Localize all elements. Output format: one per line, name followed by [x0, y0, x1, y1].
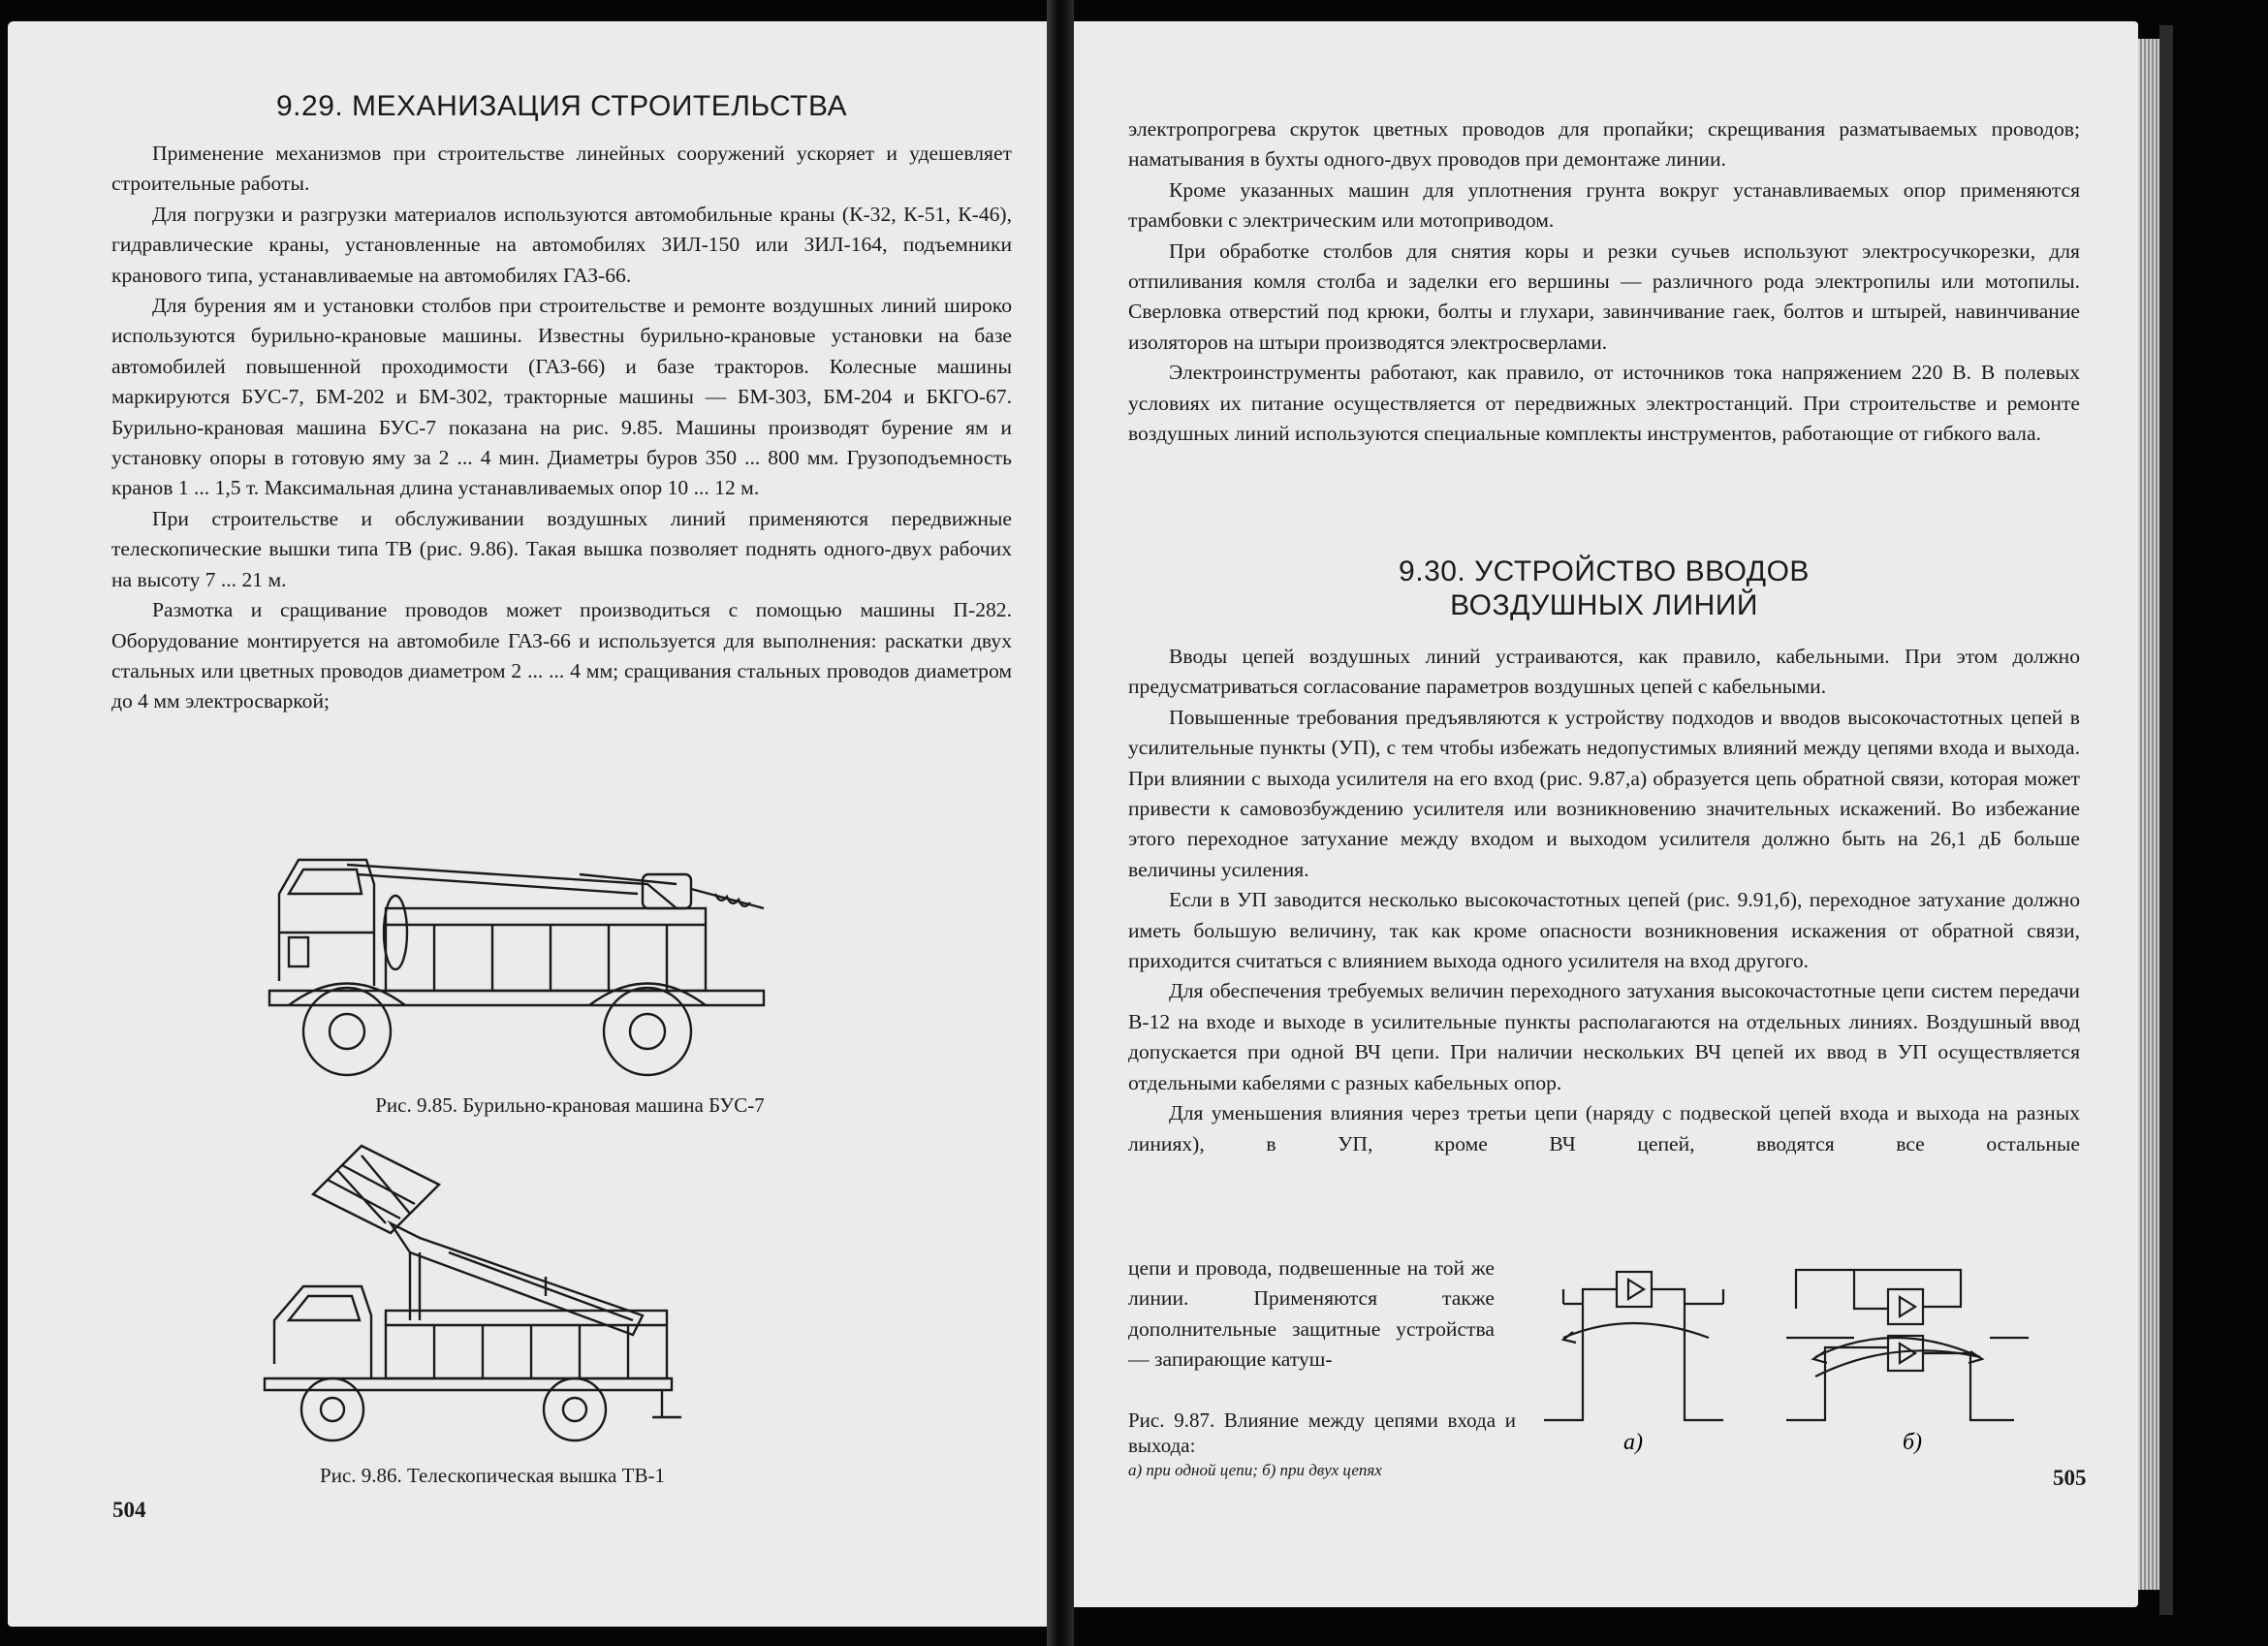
right-text-narrow [1128, 1253, 1495, 1376]
diagram-label-a: а) [1623, 1430, 1643, 1454]
amplifier-coupling-diagram [1525, 1250, 2135, 1454]
book-spine [1047, 0, 1074, 1646]
paragraph: электропрогрева скруток цветных проводов для пропайки; скрещивания разматываемых проводов; наматывания в бухты одного-двух проводов при демонтаже линии. [1128, 117, 2080, 172]
paragraph: Повышенные требования предъявляются к устройству подходов и вводов высокочастотных цепей в усилительные пункты (УП), с тем чтобы избежать недопустимых влияний между цепями входа и выхода. При влиянии с выхода усилителя на его вход (рис. 9.87,а) образуется цепь обратной связи, которая может привести к самовозбуждению усилителя или возникновению значительных искажений. Во избежание этого переходное затухание между входом и выходом усилителя должно быть на 26,1 дБ больше величины усиления. [1128, 705, 2080, 881]
paragraph: Для уменьшения влияния через третьи цепи (наряду с подвеской цепей входа и выхода на разных линиях), в УП, кроме ВЧ цепей, вводятся все остальные [1128, 1101, 2080, 1155]
paragraph: Электроинструменты работают, как правило, от источников тока напряжением 220 В. В полевых условиях их питание осуществляется от передвижных электростанций. При строительстве и ремонте воздушных линий используются специальные комплекты инструментов, работающие от гибкого вала. [1128, 361, 2080, 446]
paragraph: Если в УП заводится несколько высокочастотных цепей (рис. 9.91,б), переходное затухание должно иметь большую величину, так как кроме опасности возникновения искажения от обратной связи, приходится считаться с влиянием выхода одного усилителя на вход другого. [1128, 888, 2080, 973]
figure-caption-9-87 [1128, 1408, 1516, 1483]
diagram-label-b: б) [1902, 1430, 1923, 1454]
figure-caption-9-85: Рис. 9.85. Бурильно-крановая машина БУС-7 [375, 1093, 765, 1117]
paragraph-continuation: цепи и провода, подвешенные на той же линии. Применяются также дополнительные защитные устройства — запирающие катуш- [1128, 1256, 1495, 1372]
paragraph: При строительстве и обслуживании воздушных линий применяются передвижные телескопические вышки типа ТВ (рис. 9.86). Такая вышка позволяет поднять одного-двух рабочих на высоту 7 ... 21 м. [111, 506, 1012, 591]
paragraph: Для бурения ям и установки столбов при строительстве и ремонте воздушных линий широко используются бурильно-крановые машины. Известны бурильно-крановые установки на базе автомобилей повышенной проходимости (ГАЗ-66) и базе тракторов. Колесные машины маркируются БУС-7, БМ-202 и БМ-302, тракторные машины — БМ-303, БМ-204 и БКГО-67. Бурильно-крановая машина БУС-7 показана на рис. 9.85. Машины производят бурение ям и установку опоры в готовую яму за 2 ... 4 мин. Диаметры буров 350 ... 800 мм. Грузоподъемность кранов 1 ... 1,5 т. Максимальная длина устанавливаемых опор 10 ... 12 м. [111, 294, 1012, 500]
drilling-crane-truck-illustration [260, 816, 822, 1088]
paragraph: При обработке столбов для снятия коры и резки сучьев используют электросучкорезки, для отпиливания комля столба и заделки его вершины — различного рода электропилы или мотопилы. Сверловка отверстий под крюки, болты и глухари, завинчивание гаек, болтов и штырей, навинчивание изоляторов на штыри производятся электросверлами. [1128, 238, 2080, 354]
paragraph: Кроме указанных машин для уплотнения грунта вокруг устанавливаемых опор применяются трамбовки с электрическим или мотоприводом. [1128, 177, 2080, 233]
telescopic-tower-truck-illustration [255, 1126, 856, 1446]
section-heading-9-30 [1128, 554, 2080, 622]
section-heading-9-29: 9.29. МЕХАНИЗАЦИЯ СТРОИТЕЛЬСТВА [275, 90, 847, 122]
left-text-column [111, 89, 1012, 717]
paragraph: Для обеспечения требуемых величин переходного затухания высокочастотные цепи систем передачи В-12 на входе и выходе в усилительные пункты располагаются на отдельных линиях. Воздушный ввод допускается при одной ВЧ цепи. При наличии нескольких ВЧ цепей их ввод в УП осуществляется отдельными кабелями с разных кабельных опор. [1128, 979, 2080, 1094]
heading-line-1: 9.30. УСТРОЙСТВО ВВОДОВ [1399, 555, 1810, 587]
figure-caption-title: Рис. 9.87. Влияние между цепями входа и выхода: [1128, 1409, 1516, 1457]
figure-caption-9-86: Рис. 9.86. Телескопическая вышка ТВ-1 [320, 1464, 665, 1487]
paragraph: Размотка и сращивание проводов может производиться с помощью машины П-282. Оборудование монтируется на автомобиле ГАЗ-66 и используется для выполнения: раскатки двух стальных или цветных проводов диаметром 2 ... ... 4 мм; сращивания стальных проводов диаметром до 4 мм электросваркой; [111, 598, 1012, 713]
heading-line-2: ВОЗДУШНЫХ ЛИНИЙ [1450, 589, 1758, 621]
paragraph: Вводы цепей воздушных линий устраиваются, как правило, кабельными. При этом должно предусматриваться согласование параметров воздушных цепей с кабельными. [1128, 645, 2080, 699]
page-number-left: 504 [112, 1498, 146, 1522]
book-cover-edge [2159, 25, 2173, 1615]
paragraph: Для погрузки и разгрузки материалов используются автомобильные краны (К-32, К-51, К-46), гидравлические краны, установленные на автомобилях ЗИЛ-150 или ЗИЛ-164, подъемники кранового типа, устанавливаемые на автомобилях ГАЗ-66. [111, 202, 1012, 287]
right-text-column-bottom [1128, 642, 2080, 1159]
right-page [1074, 21, 2138, 1607]
paragraph: Применение механизмов при строительстве линейных сооружений ускоряет и удешевляет строительные работы. [111, 142, 1012, 196]
right-text-column-top [1128, 114, 2080, 449]
page-number-right: 505 [2053, 1466, 2087, 1490]
page-edges [2138, 39, 2159, 1590]
figure-caption-subtitle: а) при одной цепи; б) при двух цепях [1128, 1461, 1382, 1479]
left-page [8, 21, 1047, 1627]
